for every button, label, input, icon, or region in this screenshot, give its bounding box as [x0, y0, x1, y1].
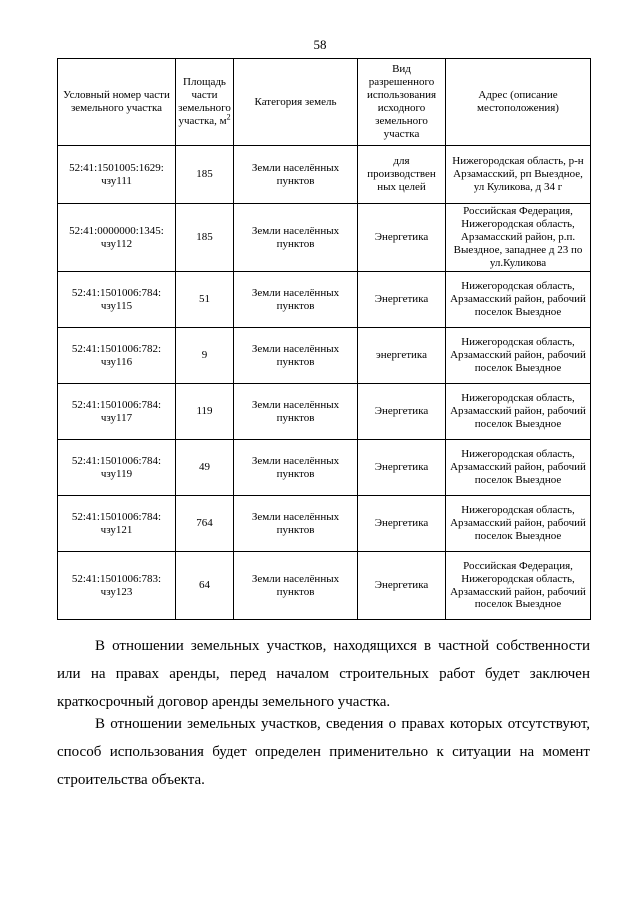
- cell-plot-number: 52:41:1501006:784: чзу121: [58, 496, 176, 552]
- table-row: [58, 328, 591, 384]
- cell-area: 119: [176, 384, 234, 440]
- cell-land-category: Земли населённых пунктов: [234, 440, 358, 496]
- land-plots-table: [57, 58, 591, 620]
- cell-permitted-use: Энергетика: [358, 204, 446, 272]
- cell-address: Нижегородская область, Арзамасский район, рабочий поселок Выездное: [446, 272, 591, 328]
- cell-permitted-use: Энергетика: [358, 272, 446, 328]
- cell-address: Нижегородская область, Арзамасский район, рабочий поселок Выездное: [446, 496, 591, 552]
- cell-permitted-use: энергетика: [358, 328, 446, 384]
- cell-land-category: Земли населённых пунктов: [234, 496, 358, 552]
- table-row: [58, 204, 591, 272]
- cell-address: Российская Федерация, Нижегородская область, Арзамасский район, р.п. Выездное, западнее д 23 по ул.Куликова: [446, 204, 591, 272]
- header-land-category: Категория земель: [234, 59, 358, 146]
- cell-land-category: Земли населённых пунктов: [234, 328, 358, 384]
- header-plot-number: Условный номер части земельного участка: [58, 59, 176, 146]
- cell-plot-number: 52:41:1501006:784: чзу117: [58, 384, 176, 440]
- header-permitted-use: Вид разрешенного использования исходного земельного участка: [358, 59, 446, 146]
- table-header-row: [58, 59, 591, 146]
- header-area-superscript: 2: [226, 112, 231, 122]
- cell-permitted-use: Энергетика: [358, 384, 446, 440]
- paragraph-private-ownership: В отношении земельных участков, находящихся в частной собственности или на правах аренды, перед началом строительных работ будет заключен краткосрочный договор аренды земельного участка.: [57, 638, 590, 710]
- cell-plot-number: 52:41:1501006:782: чзу116: [58, 328, 176, 384]
- cell-land-category: Земли населённых пунктов: [234, 146, 358, 204]
- cell-plot-number: 52:41:1501006:784: чзу115: [58, 272, 176, 328]
- cell-area: 51: [176, 272, 234, 328]
- cell-land-category: Земли населённых пунктов: [234, 272, 358, 328]
- table-row: [58, 272, 591, 328]
- table-row: [58, 552, 591, 620]
- cell-area: 49: [176, 440, 234, 496]
- table-row: [58, 440, 591, 496]
- cell-plot-number: 52:41:1501005:1629: чзу111: [58, 146, 176, 204]
- cell-address: Российская Федерация, Нижегородская область, Арзамасский район, рабочий поселок Выездное: [446, 552, 591, 620]
- cell-land-category: Земли населённых пунктов: [234, 384, 358, 440]
- paragraph-unknown-rights: В отношении земельных участков, сведения о правах которых отсутствуют, способ использования будет определен применительно к ситуации на момент строительства объекта.: [57, 716, 590, 788]
- cell-permitted-use: Энергетика: [358, 440, 446, 496]
- cell-area: 185: [176, 204, 234, 272]
- cell-permitted-use: Энергетика: [358, 496, 446, 552]
- table-row: [58, 146, 591, 204]
- header-area: [176, 59, 234, 146]
- cell-address: Нижегородская область, р-н Арзамасский, рп Выездное, ул Куликова, д 34 г: [446, 146, 591, 204]
- cell-address: Нижегородская область, Арзамасский район, рабочий поселок Выездное: [446, 440, 591, 496]
- cell-area: 9: [176, 328, 234, 384]
- cell-address: Нижегородская область, Арзамасский район, рабочий поселок Выездное: [446, 328, 591, 384]
- cell-address: Нижегородская область, Арзамасский район, рабочий поселок Выездное: [446, 384, 591, 440]
- page-number: 58: [313, 37, 327, 52]
- cell-plot-number: 52:41:1501006:783: чзу123: [58, 552, 176, 620]
- cell-area: 185: [176, 146, 234, 204]
- header-area-label: Площадь части земельного участка, м: [178, 76, 231, 127]
- cell-plot-number: 52:41:0000000:1345: чзу112: [58, 204, 176, 272]
- table-row: [58, 384, 591, 440]
- cell-area: 764: [176, 496, 234, 552]
- cell-land-category: Земли населённых пунктов: [234, 204, 358, 272]
- table-row: [58, 496, 591, 552]
- cell-plot-number: 52:41:1501006:784: чзу119: [58, 440, 176, 496]
- cell-area: 64: [176, 552, 234, 620]
- cell-permitted-use: для производствен ных целей: [358, 146, 446, 204]
- cell-land-category: Земли населённых пунктов: [234, 552, 358, 620]
- cell-permitted-use: Энергетика: [358, 552, 446, 620]
- header-address: Адрес (описание местоположения): [446, 59, 591, 146]
